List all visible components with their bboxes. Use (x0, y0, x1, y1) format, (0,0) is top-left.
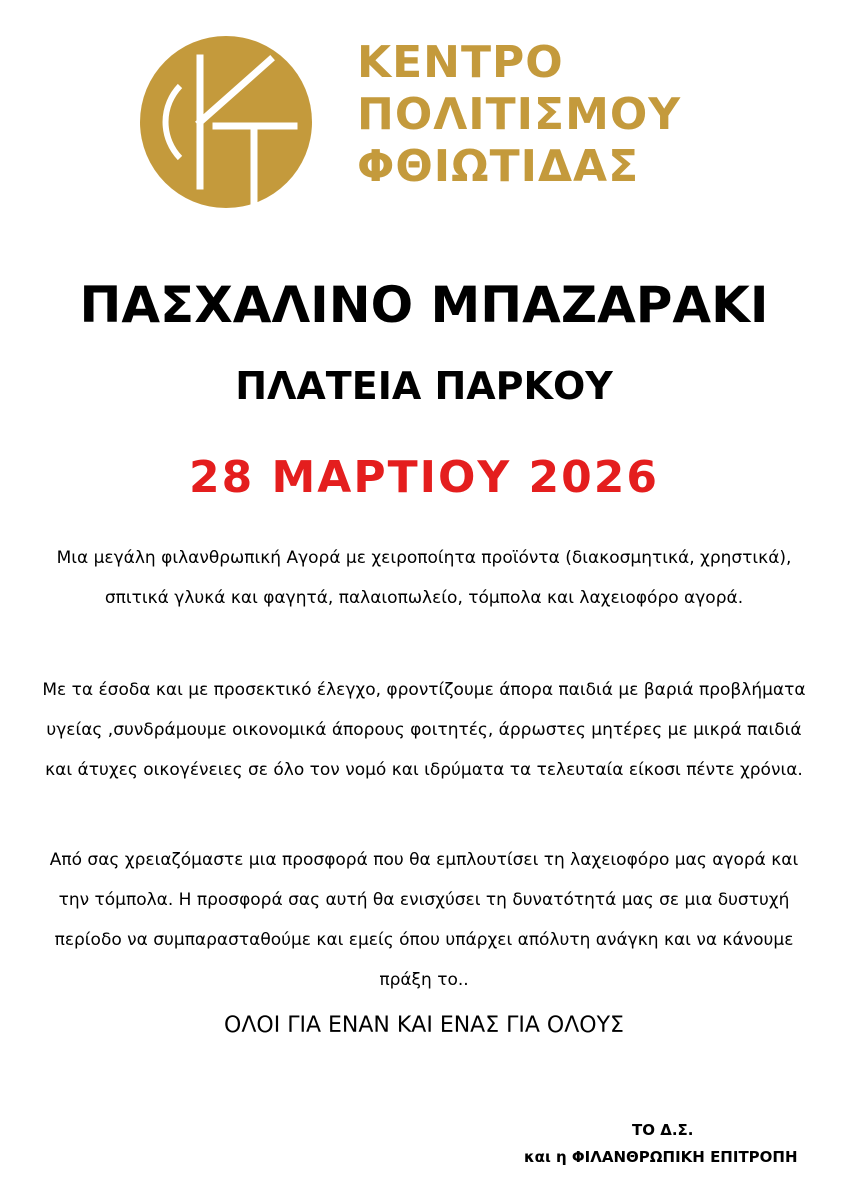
signature-board: ΤΟ Δ.Σ. (632, 1121, 694, 1139)
paragraph-line: Από σας χρειαζόμαστε μια προσφορά που θα εμπλουτίσει τη λαχειοφόρο μας αγορά και (49, 850, 799, 870)
paragraph-line: πράξη το.. (379, 970, 469, 990)
paragraph-request (20, 840, 828, 1000)
event-date: 28 ΜΑΡΤΙΟΥ 2026 (188, 452, 660, 503)
logo-line-2: ΠΟΛΙΤΙΣΜΟΥ (357, 89, 682, 140)
paragraph-line: σπιτικά γλυκά και φαγητά, παλαιοπωλείο, τόμπολα και λαχειοφόρο αγορά. (104, 588, 744, 608)
signature-committee: και η ΦΙΛΑΝΘΡΩΠΙΚΗ ΕΠΙΤΡΟΠΗ (524, 1148, 798, 1166)
event-location: ΠΛΑΤΕΙΑ ΠΑΡΚΟΥ (235, 364, 613, 408)
logo-wordmark (357, 37, 681, 193)
paragraph-line: την τόμπολα. Η προσφορά σας αυτή θα ενισχύσει τη δυνατότητά μας σε μια δυστυχή (58, 890, 790, 910)
paragraph-purpose (20, 670, 828, 790)
logo-line-1: ΚΕΝΤΡΟ (357, 37, 564, 88)
paragraph-line: Μια μεγάλη φιλανθρωπική Αγορά με χειροποίητα προϊόντα (διακοσμητικά, χρηστικά), (56, 548, 792, 568)
paragraph-line: υγείας ,συνδράμουμε οικονομικά άπορους φοιτητές, άρρωστες μητέρες με μικρά παιδιά (46, 720, 802, 740)
paragraph-line: και άτυχες οικογένειες σε όλο τον νομό και ιδρύματα τα τελευταία είκοσι πέντε χρόνια. (45, 760, 803, 780)
paragraph-line: περίοδο να συμπαρασταθούμε και εμείς όπου υπάρχει απόλυτη ανάγκη και να κάνουμε (54, 930, 794, 950)
logo-line-3: ΦΘΙΩΤΙΔΑΣ (357, 141, 640, 192)
paragraph-intro (20, 538, 828, 618)
event-title: ΠΑΣΧΑΛΙΝΟ ΜΠΑΖΑΡΑΚΙ (79, 276, 769, 334)
motto: ΟΛΟΙ ΓΙΑ ΕΝΑΝ ΚΑΙ ΕΝΑΣ ΓΙΑ ΟΛΟΥΣ (224, 1013, 624, 1038)
logo-emblem (140, 36, 312, 208)
paragraph-line: Με τα έσοδα και με προσεκτικό έλεγχο, φροντίζουμε άπορα παιδιά με βαριά προβλήματα (42, 680, 806, 700)
